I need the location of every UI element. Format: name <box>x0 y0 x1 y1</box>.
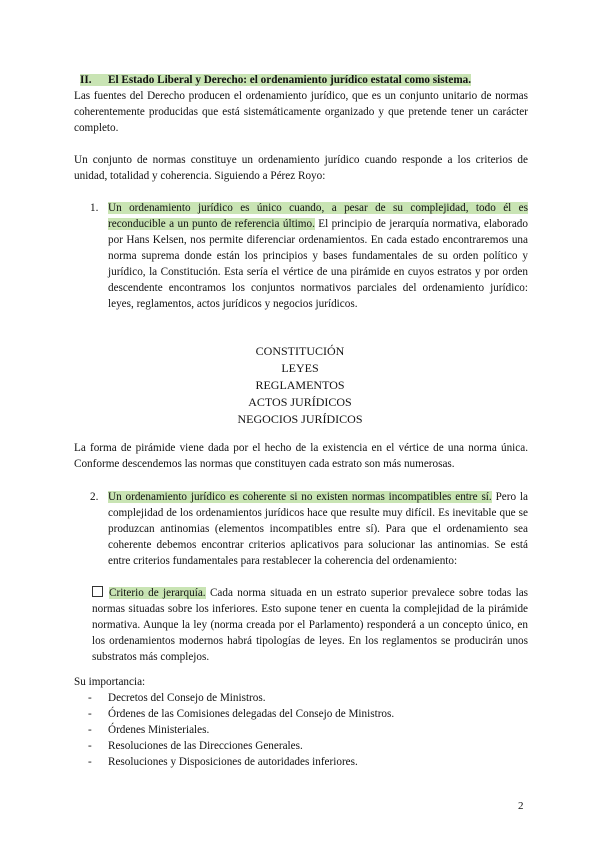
section-heading <box>80 72 471 88</box>
heading-number: II. <box>80 74 92 86</box>
list-item: - Resoluciones y Disposiciones de autoridades inferiores. <box>88 754 394 770</box>
heading-highlight <box>80 74 471 86</box>
item2-highlight: Un ordenamiento jurídico es coherente si no existen normas incompatibles entre sí. <box>108 491 492 503</box>
importance-list <box>88 690 394 770</box>
list-item: - Resoluciones de las Direcciones Generales. <box>88 738 394 754</box>
item2-marker: 2. <box>90 491 99 503</box>
pyramid-level: CONSTITUCIÓN <box>255 344 345 358</box>
pyramid-level: ACTOS JURÍDICOS <box>248 395 352 409</box>
pyramid-level: NEGOCIOS JURÍDICOS <box>237 412 363 426</box>
intro-paragraph: Las fuentes del Derecho producen el ordenamiento jurídico, que es un conjunto unitario de normas coherentemente producidas que está sistemáticamente organizado y que pretende tener un carácter completo. <box>74 90 528 134</box>
item1-text: El principio de jerarquía normativa, elaborado por Hans Kelsen, nos permite diferenciar ordenamientos. En cada estado encontraremos una norma suprema donde están los principios y bases fundamentales de su orden político y jurídico, la Constitución. Esta sería el vértice de una pirámide en cuyos estratos y por orden descendente encontramos los conjuntos normativos parciales del ordenamiento jurídico: leyes, reglamentos, actos jurídicos y negocios jurídicos. <box>108 218 528 310</box>
checkbox-highlight: Criterio de jerarquía. <box>109 587 206 599</box>
page-number: 2 <box>518 800 524 812</box>
item1-paragraph <box>108 200 528 312</box>
pyramid-paragraph: La forma de pirámide viene dada por el hecho de la existencia en el vértice de una norma única. Conforme descendemos las normas que constituyen cada estrato son más numerosas. <box>74 442 528 470</box>
item1-highlight: Un ordenamiento jurídico es único cuando, a pesar de su complejidad, todo él es reconducible a un punto de referencia último. <box>108 202 528 230</box>
item2-paragraph <box>108 489 528 569</box>
list-item: - Decretos del Consejo de Ministros. <box>88 690 394 706</box>
criterio-jerarquia-item <box>92 585 528 665</box>
criteria-paragraph: Un conjunto de normas constituye un ordenamiento jurídico cuando responde a los criterios de unidad, totalidad y coherencia. Siguiendo a Pérez Royo: <box>74 154 528 182</box>
checkbox-text: Cada norma situada en un estrato superior prevalece sobre todas las normas situadas sobre los inferiores. Esto supone tener en cuenta la complejidad de la pirámide normativa. Aunque la ley (norma creada por el Parlamento) responderá a un concepto único, en los ordenamientos modernos habrá tipologías de leyes. En los reglamentos se producirán unos substratos más complejos. <box>92 587 529 663</box>
pyramid-level: REGLAMENTOS <box>255 378 345 392</box>
list-item: - Órdenes de las Comisiones delegadas del Consejo de Ministros. <box>88 706 394 722</box>
item1-marker: 1. <box>90 202 99 214</box>
pyramid-level: LEYES <box>281 361 319 375</box>
importance-label: Su importancia: <box>74 676 146 688</box>
item2-text: Pero la complejidad de los ordenamientos jurídicos hace que resulte muy difícil. Es inevitable que se produzcan antinomias (elementos incompatibles entre sí). Para que el ordenamiento sea coherente debemos encontrar criterios aplicativos para solucionar las antinomias. Se está entre criterios fundamentales para restablecer la coherencia del ordenamiento: <box>108 491 528 567</box>
checkbox-icon <box>92 586 103 597</box>
heading-title: El Estado Liberal y Derecho: el ordenamiento jurídico estatal como sistema. <box>108 74 472 86</box>
list-item: - Órdenes Ministeriales. <box>88 722 394 738</box>
